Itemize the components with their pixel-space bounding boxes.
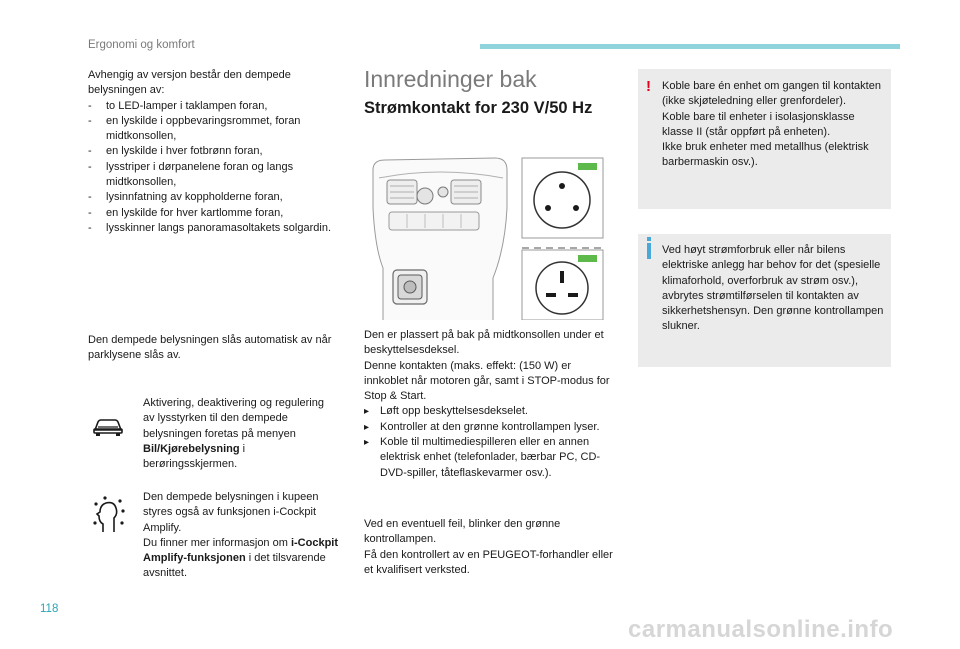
header-accent-bar — [480, 44, 900, 49]
list-item: - en lyskilde i hver fotbrønn foran, — [88, 144, 343, 159]
amplify-text-part: i det tilsvarende avsnittet. — [143, 552, 326, 580]
section-header: Ergonomi og komfort — [88, 39, 195, 51]
socket-description — [364, 328, 614, 481]
amplify-line: Den dempede belysningen i kupeen styres også av funksjonen i-Cockpit Amplify. — [143, 491, 319, 534]
lighting-auto-off-text: Den dempede belysningen slås automatisk av når parklysene slås av. — [88, 334, 332, 362]
info-box — [638, 234, 891, 367]
list-item: ▸ Løft opp beskyttelsesdekselet. — [364, 404, 614, 419]
page-number: 118 — [40, 603, 59, 615]
amplify-text-part: Du finner mer informasjon om — [143, 536, 291, 549]
socket-illustration — [365, 138, 610, 320]
activation-text — [143, 396, 338, 472]
amplify-reference — [143, 536, 343, 582]
warning-line: Koble bare til enheter i isolasjonsklasse klasse II (står oppført på enheten). — [662, 110, 855, 138]
warning-box — [638, 69, 891, 209]
section-subtitle: Strømkontakt for 230 V/50 Hz — [364, 99, 593, 117]
socket-location: Den er plassert på bak på midtkonsollen under et beskyttelsesdeksel. — [364, 329, 604, 357]
warning-icon: ! — [646, 78, 651, 95]
info-icon — [647, 243, 651, 259]
list-item: - en lyskilde i oppbevaringsrommet, foran midtkonsollen, — [88, 114, 343, 145]
lighting-intro: Avhengig av versjon består den dempede belysningen av: — [88, 69, 291, 97]
activation-text-part: Aktivering, deaktivering og regulering av lysstyrken til den dempede belysningen foretas på menyen — [143, 397, 324, 440]
list-item: - en lyskilde for hver kartlomme foran, — [88, 206, 343, 221]
activation-text-part: i berøringsskjermen. — [143, 442, 246, 471]
watermark: carmanualsonline.info — [628, 616, 894, 643]
car-icon — [92, 418, 124, 436]
fault-description — [364, 517, 614, 578]
amplify-text — [143, 490, 343, 582]
fault-indicator: Ved en eventuell feil, blinker den grønne kontrollampen. — [364, 518, 561, 546]
i-cockpit-amplify-icon — [93, 496, 125, 534]
list-item: - lysinnfatning av koppholderne foran, — [88, 190, 343, 205]
list-item: ▸ Koble til multimediespilleren eller en annen elektrisk enhet (telefonlader, bærbar PC, CD-DVD-spiller, tåteflaskevarmer osv.). — [364, 435, 614, 481]
amplify-feature-name: i-Cockpit Amplify-funksjonen — [143, 536, 339, 565]
warning-text — [662, 79, 887, 171]
menu-path: Bil/Kjørebelysning — [143, 442, 240, 455]
info-text: Ved høyt strømforbruk eller når bilens elektriske anlegg har behov for det (spesielle klimaforhold, overforbruk av strøm osv.), avbrytes strømtilførselen til kontakten av sikkerhetshensyn. Den grønne kontrollampen slukner. — [662, 244, 884, 333]
list-item: ▸ Kontroller at den grønne kontrollampen lyser. — [364, 420, 614, 435]
warning-line: Ikke bruk enheter med metallhus (elektrisk barbermaskin osv.). — [662, 141, 869, 169]
warning-line: Koble bare én enhet om gangen til kontakten (ikke skjøteledning eller grenfordeler). — [662, 80, 881, 108]
section-title: Innredninger bak — [364, 66, 537, 92]
list-item: - to LED-lamper i taklampen foran, — [88, 99, 343, 114]
socket-power: Denne kontakten (maks. effekt: (150 W) er innkoblet når motoren går, samt i STOP-modus for Stop & Start. — [364, 359, 610, 403]
lighting-list — [88, 99, 343, 237]
socket-steps — [364, 404, 614, 480]
lighting-description — [88, 68, 343, 236]
list-item: - lysskinner langs panoramasoltakets solgardin. — [88, 221, 343, 236]
fault-service: Få den kontrollert av en PEUGEOT-forhandler eller et kvalifisert verksted. — [364, 548, 613, 576]
list-item: - lysstriper i dørpanelene foran og langs midtkonsollen, — [88, 160, 343, 191]
